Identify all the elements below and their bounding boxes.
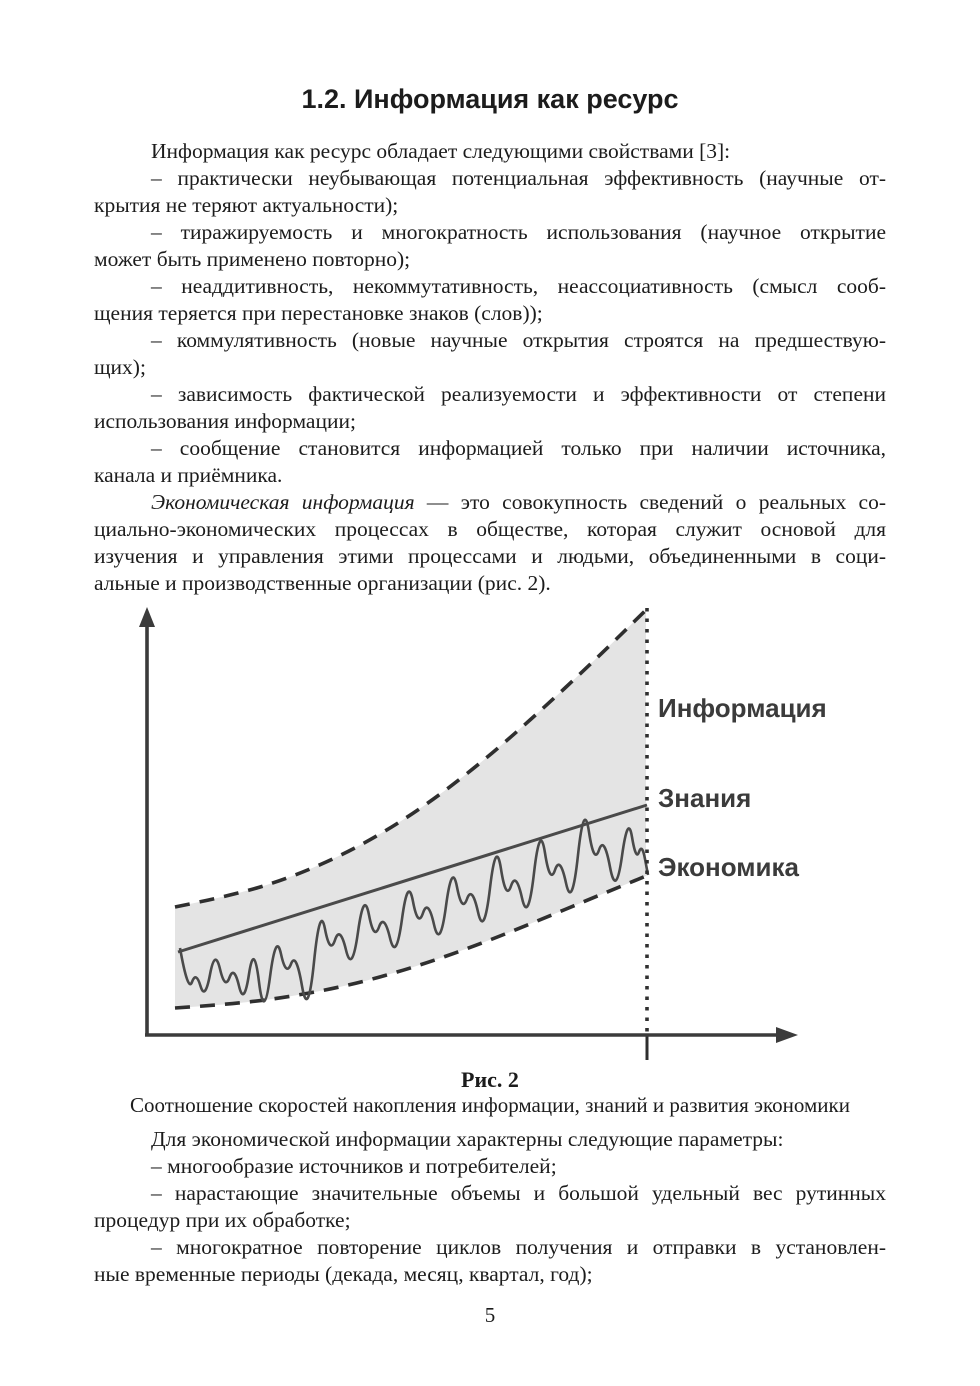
paragraph-line: – многократное повторение циклов получения и отправки в установлен- (151, 1235, 886, 1259)
paragraph-line: циально-экономических процессах в обществе, которая служит основой для (94, 517, 886, 541)
paragraph (94, 273, 886, 327)
label-knowledge: Знания (658, 783, 752, 813)
paragraph (94, 489, 886, 597)
paragraph-line: канала и приёмника. (94, 463, 283, 487)
paragraph (94, 1153, 886, 1180)
paragraph-line: использования информации; (94, 409, 356, 433)
paragraph-line: щих); (94, 355, 146, 379)
paragraph (94, 1180, 886, 1234)
figure-chart (130, 603, 870, 1065)
paragraph-line: – нарастающие значительные объемы и большой удельный вес рутинных (151, 1181, 886, 1205)
paragraph (94, 381, 886, 435)
paragraph-line: Для экономической информации характерны следующие параметры: (151, 1127, 784, 1151)
paragraph-line: – сообщение становится информацией только при наличии источника, (151, 436, 886, 460)
paragraph-line: изучения и управления этими процессами и людьми, объединенными в соци- (94, 544, 886, 568)
body-text-top (94, 138, 886, 597)
paragraph-line: процедур при их обработке; (94, 1208, 351, 1232)
paragraph (94, 138, 886, 165)
y-axis-arrow-icon (139, 607, 155, 627)
label-economy: Экономика (658, 852, 799, 882)
figure-caption-title: Рис. 2 (461, 1067, 519, 1092)
page-number: 5 (484, 1303, 496, 1327)
information-band (175, 610, 646, 1008)
paragraph-line: щения теряется при перестановке знаков (слов)); (94, 301, 543, 325)
paragraph (94, 1234, 886, 1288)
paragraph (94, 1126, 886, 1153)
paragraph-line: – практически неубывающая потенциальная эффективность (научные от- (151, 166, 886, 190)
paragraph-line: Экономическая информация — это совокупность сведений о реальных со- (151, 490, 886, 514)
paragraph-line: – многообразие источников и потребителей; (151, 1154, 557, 1178)
label-information: Информация (658, 693, 827, 723)
paragraph-line: ные временные периоды (декада, месяц, квартал, год); (94, 1262, 593, 1286)
paragraph (94, 165, 886, 219)
italic-term: Экономическая информация (151, 490, 415, 514)
paragraph-line: может быть применено повторно); (94, 247, 411, 271)
paragraph-line: – зависимость фактической реализуемости и эффективности от степени (151, 382, 886, 406)
paragraph-line: – неаддитивность, некоммутативность, неассоциативность (смысл сооб- (151, 274, 886, 298)
paragraph (94, 219, 886, 273)
paragraph-line: – тиражируемость и многократность использования (научное открытие (151, 220, 886, 244)
paragraph-line: – коммулятивность (новые научные открытия строятся на предшествую- (151, 328, 886, 352)
x-axis-arrow-icon (776, 1027, 798, 1043)
paragraph (94, 435, 886, 489)
paragraph (94, 327, 886, 381)
paragraph-line: крытия не теряют актуальности); (94, 193, 399, 217)
page-title: 1.2. Информация как ресурс (301, 84, 679, 114)
figure-caption-text: Соотношение скоростей накопления информации, знаний и развития экономики (130, 1093, 850, 1117)
body-text-bottom (94, 1126, 886, 1288)
paragraph-line: альные и производственные организации (рис. 2). (94, 571, 551, 595)
figure (130, 603, 886, 1065)
paragraph-line: Информация как ресурс обладает следующими свойствами [3]: (151, 139, 731, 163)
